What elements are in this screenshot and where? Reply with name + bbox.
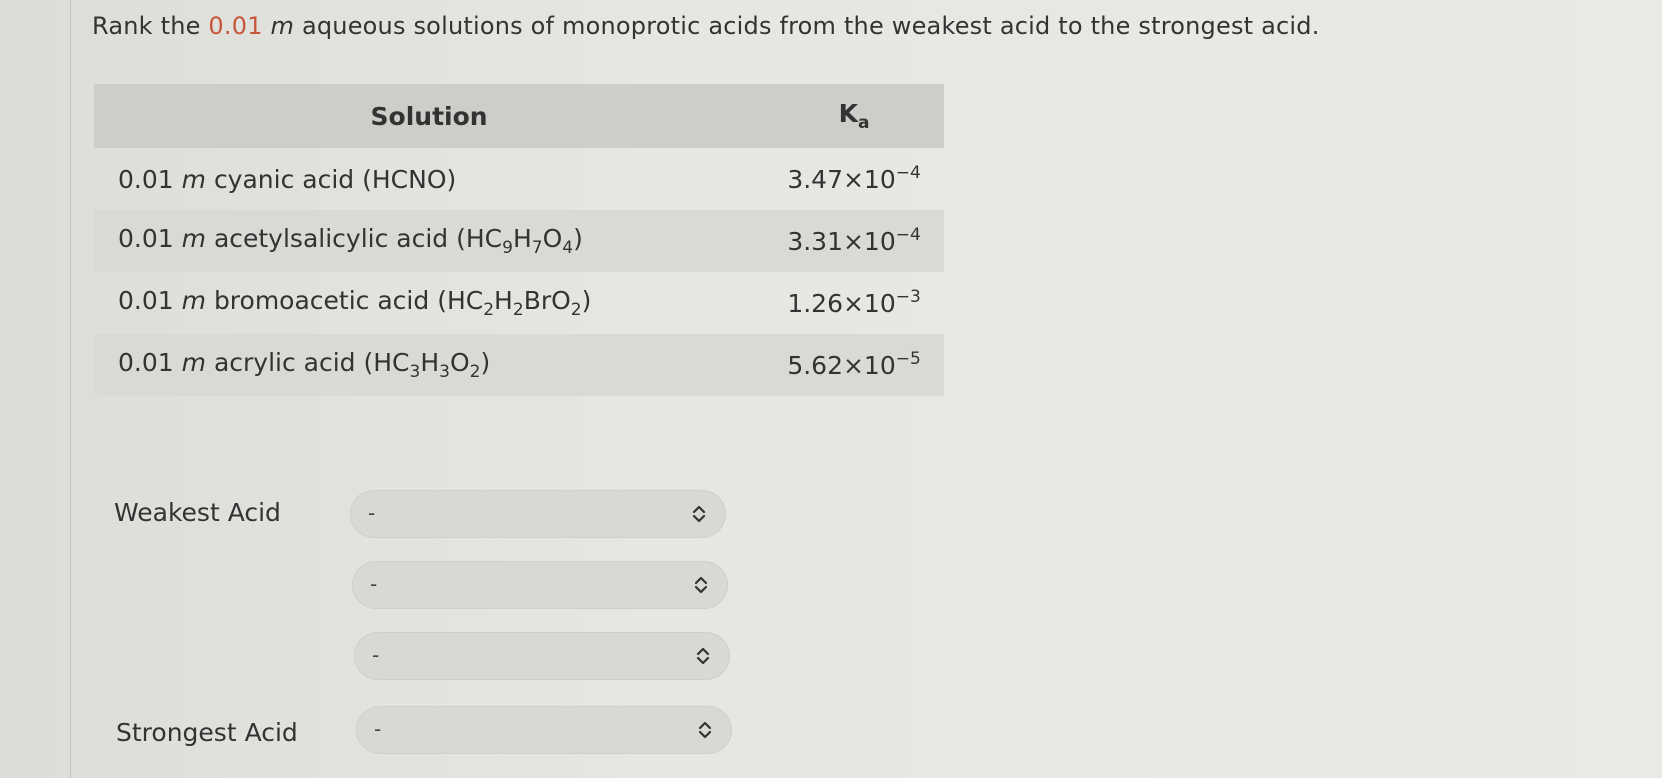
solution-concentration: 0.01 (118, 224, 174, 254)
ka-cell (764, 148, 944, 210)
rank-select-4-value: - (374, 717, 382, 741)
formula-text: BrO (523, 286, 571, 316)
solution-cell (94, 148, 764, 210)
header-solution: Solution (94, 84, 764, 148)
question-suffix: aqueous solutions of monoprotic acids from the weakest acid to the strongest acid. (294, 12, 1320, 40)
solution-concentration: 0.01 (118, 286, 174, 316)
formula-text: ) (581, 286, 592, 316)
ka-exponent: −4 (895, 225, 921, 246)
ka-cell (764, 334, 944, 396)
chevron-up-down-icon (692, 573, 710, 597)
rank-select-2[interactable] (352, 561, 728, 609)
question-concentration: 0.01 (208, 12, 263, 40)
table-header-row (94, 84, 944, 148)
rank-select-4[interactable] (356, 706, 732, 754)
solution-name: bromoacetic acid (213, 286, 430, 316)
ka-mantissa: 1.26 (787, 289, 843, 319)
solution-unit: m (181, 164, 206, 194)
chevron-up-down-icon (696, 718, 714, 742)
rank-select-1[interactable] (350, 490, 726, 538)
question-prompt (92, 12, 1320, 40)
formula-text: H (420, 348, 440, 378)
table-row (94, 210, 944, 272)
solution-cell (94, 272, 764, 334)
rank-select-3-value: - (372, 643, 380, 667)
table-row (94, 148, 944, 210)
solution-unit: m (181, 224, 206, 254)
header-ka (764, 84, 944, 148)
weakest-acid-label: Weakest Acid (114, 498, 281, 527)
formula-subscript: 2 (469, 361, 481, 382)
ka-mantissa: 5.62 (787, 351, 843, 381)
solution-formula (456, 224, 583, 258)
acid-ka-table (94, 84, 944, 396)
chevron-up-down-icon (694, 644, 712, 668)
solution-name: acrylic acid (213, 348, 356, 378)
solution-name: cyanic acid (213, 164, 355, 194)
solution-cell (94, 210, 764, 272)
formula-text: (HC (437, 286, 484, 316)
header-ka-main: K (838, 99, 858, 129)
question-prefix: Rank the (92, 12, 209, 40)
rank-select-3[interactable] (354, 632, 730, 680)
ka-exponent: −5 (895, 349, 921, 370)
rank-select-1-value: - (368, 501, 376, 525)
ka-cell (764, 210, 944, 272)
header-ka-subscript: a (858, 112, 870, 133)
solution-unit: m (181, 286, 206, 316)
ka-mantissa: 3.47 (787, 165, 843, 195)
solution-formula (363, 348, 491, 382)
solution-concentration: 0.01 (118, 164, 174, 194)
formula-text: ) (573, 224, 583, 254)
formula-text: (HCNO) (362, 164, 457, 194)
left-margin-divider (70, 0, 71, 778)
ka-exponent: −3 (895, 287, 921, 308)
formula-text: O (542, 224, 563, 254)
ka-cell (764, 272, 944, 334)
ka-times-ten: ×10 (842, 351, 896, 381)
formula-subscript: 2 (570, 299, 582, 320)
strongest-acid-label: Strongest Acid (116, 718, 298, 747)
solution-cell (94, 334, 764, 396)
solution-formula (362, 165, 456, 194)
formula-subscript: 2 (483, 299, 495, 320)
formula-subscript: 2 (512, 299, 524, 320)
solution-concentration: 0.01 (118, 348, 174, 378)
formula-text: O (449, 348, 470, 378)
formula-subscript: 3 (409, 361, 421, 382)
table-row (94, 272, 944, 334)
solution-formula (437, 286, 592, 320)
formula-text: (HC (363, 348, 410, 378)
chevron-up-down-icon (690, 502, 708, 526)
question-molality-unit: m (270, 12, 295, 40)
formula-subscript: 4 (562, 237, 574, 258)
formula-text: H (494, 286, 513, 316)
solution-name: acetylsalicylic acid (213, 224, 449, 254)
ka-times-ten: ×10 (842, 165, 896, 195)
formula-text: H (512, 224, 532, 254)
solution-unit: m (181, 348, 206, 378)
ka-times-ten: ×10 (842, 227, 896, 257)
ka-mantissa: 3.31 (787, 227, 843, 257)
formula-subscript: 7 (531, 237, 543, 258)
formula-text: ) (480, 348, 491, 378)
table-row (94, 334, 944, 396)
formula-text: (HC (456, 224, 503, 254)
rank-select-2-value: - (370, 572, 378, 596)
formula-subscript: 9 (502, 237, 513, 258)
ka-exponent: −4 (895, 163, 921, 184)
formula-subscript: 3 (439, 361, 450, 382)
ka-times-ten: ×10 (842, 289, 896, 319)
